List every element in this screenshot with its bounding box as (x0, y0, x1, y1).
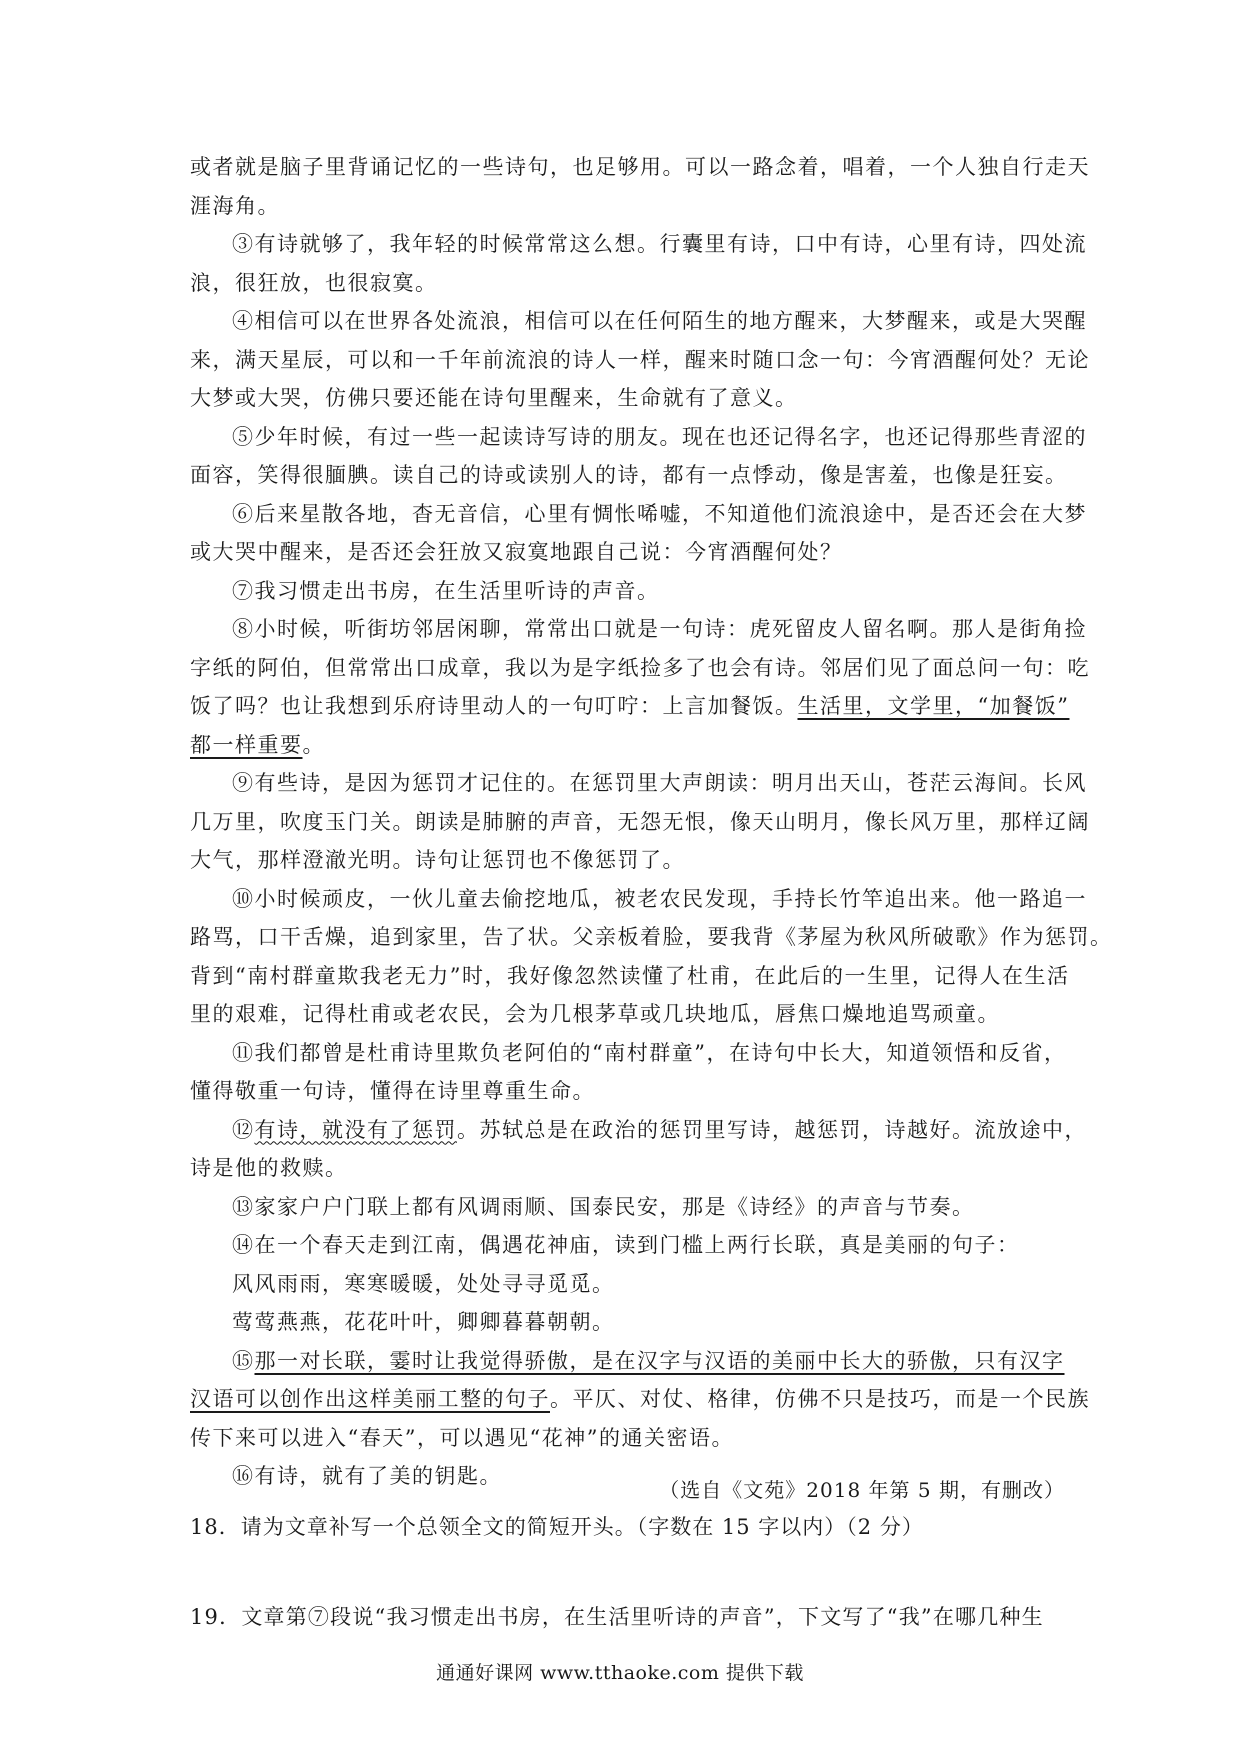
text-line: 里的艰难，记得杜甫或老农民，会为几根茅草或几块地瓜，唇焦口燥地追骂顽童。 (190, 1002, 1000, 1026)
text-span: 饭了吗？也让我想到乐府诗里动人的一句叮咛：上言加餐饭。 (190, 694, 798, 718)
paragraph-12 (190, 1111, 1087, 1150)
text-line: 或大哭中醒来，是否还会狂放又寂寞地跟自己说：今宵酒醒何处？ (190, 540, 843, 564)
paragraph-9: ⑨有些诗，是因为惩罚才记住的。在惩罚里大声朗读：明月出天山，苍茫云海间。长风 (232, 771, 1087, 795)
text-line: 或者就是脑子里背诵记忆的一些诗句，也足够用。可以一路念着，唱着，一个人独自行走天 (190, 155, 1090, 179)
text-line: 涯海角。 (190, 193, 280, 218)
text-line: 来，满天星辰，可以和一千年前流浪的诗人一样，醒来时随口念一句：今宵酒醒何处？无论 (190, 347, 1090, 372)
article-body (190, 148, 1113, 1496)
paragraph-14: ⑭在一个春天走到江南，偶遇花神庙，读到门槛上两行长联，真是美丽的句子： (232, 1233, 1020, 1257)
paragraph-6: ⑥后来星散各地，杳无音信，心里有惆怅唏嘘，不知道他们流浪途中，是否还会在大梦 (232, 501, 1087, 526)
paragraph-number: ⑮ (232, 1348, 255, 1373)
paragraph-10: ⑩小时候顽皮，一伙儿童去偷挖地瓜，被老农民发现，手持长竹竿追出来。他一路追一 (232, 886, 1087, 911)
text-line: 浪，很狂放，也很寂寞。 (190, 270, 438, 295)
text-line: 懂得敬重一句诗，懂得在诗里尊重生命。 (190, 1079, 595, 1103)
paragraph-5: ⑤少年时候，有过一些一起读诗写诗的朋友。现在也还记得名字，也还记得那些青涩的 (232, 424, 1087, 449)
text-span: 。平仄、对仗、格律，仿佛不只是技巧，而是一个民族 (550, 1387, 1090, 1411)
text-span: 。苏轼总是在政治的惩罚里写诗，越惩罚，诗越好。流放途中， (457, 1117, 1087, 1142)
question-18: 18．请为文章补写一个总领全文的简短开头。（字数在 15 字以内）（2 分） (190, 1515, 924, 1539)
page-footer: 通通好课网 www.tthaoke.com 提供下载 (436, 1662, 804, 1684)
text-line: 面容，笑得很腼腆。读自己的诗或读别人的诗，都有一点悸动，像是害羞，也像是狂妄。 (190, 463, 1068, 487)
underlined-sentence: 汉语可以创作出这样美丽工整的句子 (190, 1387, 550, 1411)
paragraph-8: ⑧小时候，听街坊邻居闲聊，常常出口就是一句诗：虎死留皮人留名啊。那人是街角捡 (232, 617, 1087, 641)
text-line: 路骂，口干舌燥，追到家里，告了状。父亲板着脸，要我背《茅屋为秋风所破歌》作为惩罚。 (190, 925, 1113, 949)
wavy-underlined-phrase: 有诗，就没有了惩罚 (254, 1117, 457, 1142)
underlined-sentence: 都一样重要 (190, 732, 303, 757)
text-line (190, 726, 1065, 765)
text-line (190, 1380, 1090, 1419)
text-line: 传下来可以进入“春天”，可以遇见“花神”的通关密语。 (190, 1425, 734, 1450)
text-line: 大梦或大哭，仿佛只要还能在诗句里醒来，生命就有了意义。 (190, 386, 798, 410)
paragraph-4: ④相信可以在世界各处流浪，相信可以在任何陌生的地方醒来，大梦醒来，或是大哭醒 (232, 309, 1087, 333)
couplet-line: 风风雨雨，寒寒暖暖，处处寻寻觅觅。 (232, 1271, 615, 1296)
paragraph-16: ⑯有诗，就有了美的钥匙。 (232, 1464, 502, 1488)
source-citation: （选自《文苑》2018 年第 5 期，有删改） (659, 1478, 1065, 1502)
text-line: 几万里，吹度玉门关。朗读是肺腑的声音，无怨无恨，像天山明月，像长风万里，那样辽阔 (190, 809, 1090, 834)
underlined-sentence: 生活里，文学里，“加餐饭” (797, 694, 1070, 718)
paragraph-15 (190, 1342, 1065, 1381)
text-line (190, 687, 1070, 726)
text-line: 诗是他的救赎。 (190, 1156, 348, 1180)
couplet-line: 莺莺燕燕，花花叶叶，卿卿暮暮朝朝。 (232, 1310, 615, 1334)
paragraph-13: ⑬家家户户门联上都有风调雨顺、国泰民安，那是《诗经》的声音与节奏。 (232, 1194, 975, 1219)
text-line: 字纸的阿伯，但常常出口成章，我以为是字纸捡多了也会有诗。邻居们见了面总问一句：吃 (190, 655, 1090, 680)
paragraph-number: ⑫ (232, 1117, 255, 1142)
text-line: 背到“南村群童欺我老无力”时，我好像忽然读懂了杜甫，在此后的一生里，记得人在生活 (190, 963, 1070, 988)
question-19: 19．文章第⑦段说“我习惯走出书房，在生活里听诗的声音”，下文写了“我”在哪几种生 (190, 1605, 1044, 1629)
paragraph-7: ⑦我习惯走出书房，在生活里听诗的声音。 (232, 578, 660, 603)
paragraph-3: ③有诗就够了，我年轻的时候常常这么想。行囊里有诗，口中有诗，心里有诗，四处流 (232, 232, 1087, 256)
paragraph-11: ⑪我们都曾是杜甫诗里欺负老阿伯的“南村群童”，在诗句中长大，知道领悟和反省， (232, 1040, 1067, 1065)
text-line: 大气，那样澄澈光明。诗句让惩罚也不像惩罚了。 (190, 848, 685, 872)
underlined-sentence: 那一对长联，霎时让我觉得骄傲，是在汉字与汉语的美丽中长大的骄傲，只有汉字 (254, 1348, 1065, 1373)
text-span: 。 (302, 732, 325, 757)
